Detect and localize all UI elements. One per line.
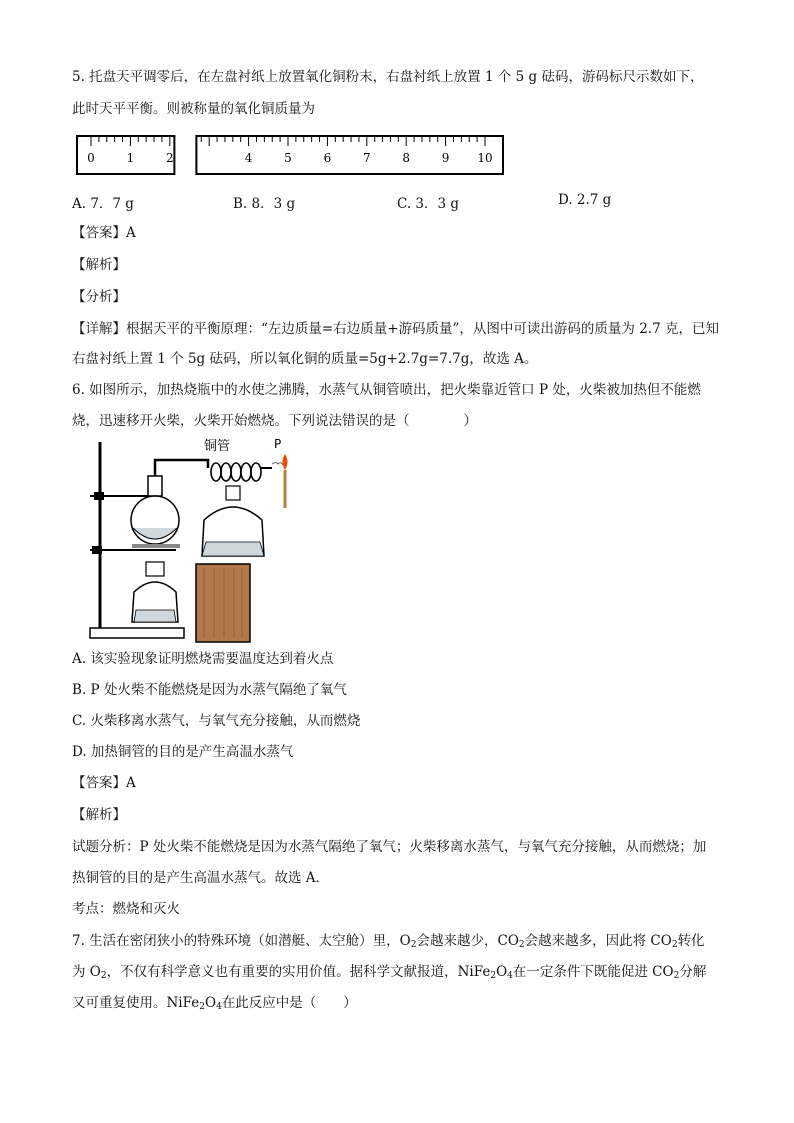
q7-stem-line1: 7. 生活在密闭狭小的特殊环境（如潜艇、太空舱）里，$O_2$会越来越少，$CO_2$会越来越多，因此将 $CO_2$转化 [72, 933, 705, 950]
rider-scale-ruler [76, 135, 504, 175]
ruler-tick-label: 9 [441, 151, 450, 165]
lamp2-fuel [202, 542, 264, 556]
q5-fenxi: 【分析】 [72, 289, 126, 305]
ring-knob [92, 546, 102, 554]
q6-jiexi: 【解析】 [72, 807, 126, 823]
ruler-tick-label: 1 [126, 151, 135, 165]
match-flame-icon [283, 454, 288, 470]
q5-options [72, 192, 632, 212]
q5-stem-line2: 此时天平平衡。则被称量的氧化铜质量为 [72, 101, 315, 117]
ruler-tick-label: 10 [477, 151, 493, 165]
q5-detail-line1: 【详解】根据天平的平衡原理：“左边质量=右边质量+游码质量”，从图中可读出游码的质量为 2.7 克，已知 [72, 321, 719, 337]
steam-puff [272, 463, 283, 466]
lamp1-wick-holder [146, 562, 164, 576]
q6-option-a[interactable]: A. 该实验现象证明燃烧需要温度达到着火点 [72, 651, 334, 667]
flask-neck [148, 476, 162, 496]
apparatus-figure [76, 432, 306, 644]
q5-jiexi: 【解析】 [72, 257, 126, 273]
q5-stem-line1: 5. 托盘天平调零后，在左盘衬纸上放置氧化铜粉末，右盘衬纸上放置 1 个 5 g 砝码，游码标尺示数如下， [72, 69, 704, 85]
ruler-tick-label: 6 [323, 151, 332, 165]
lamp1-fuel [134, 610, 176, 622]
q6-option-b[interactable]: B. P 处火柴不能燃烧是因为水蒸气隔绝了氧气 [72, 682, 347, 698]
ruler-rider [174, 135, 196, 175]
q5-option-a[interactable]: A. 7．7 g [72, 196, 134, 212]
q5-answer: 【答案】A [72, 225, 136, 241]
q5-option-d[interactable]: D. 2.7 g [558, 192, 612, 208]
q6-analysis-line2: 热铜管的目的是产生高温水蒸气。故选 A． [72, 870, 330, 886]
q5-option-c[interactable]: C. 3．3 g [397, 196, 460, 212]
wire-gauze [132, 544, 180, 548]
ruler-tick-label: 7 [362, 151, 371, 165]
ruler-tick-label: 4 [244, 151, 253, 165]
ruler-tick-label: 5 [284, 151, 292, 165]
q6-stem-line1: 6. 如图所示，加热烧瓶中的水使之沸腾，水蒸气从铜管喷出，把火柴靠近管口 P 处，火柴被加热但不能燃 [72, 382, 701, 398]
ruler-tick-label: 0 [87, 151, 95, 165]
fig-label-p: P [274, 437, 282, 451]
ruler-tick-label: 8 [402, 151, 411, 165]
q6-answer: 【答案】A [72, 775, 136, 791]
glass-tube [155, 460, 208, 476]
fig-label-copper-tube: 铜管 [204, 439, 231, 454]
q5-option-b[interactable]: B. 8．3 g [233, 196, 296, 212]
clamp-knob [94, 492, 104, 500]
lamp2-wick-holder [226, 486, 240, 500]
copper-coil [211, 463, 261, 481]
q6-stem-line2: 烧，迅速移开火柴，火柴开始燃烧。下列说法错误的是（ ） [72, 413, 477, 429]
q6-kaodian: 考点：燃烧和灭火 [72, 901, 180, 917]
q5-detail-line2: 右盘衬纸上置 1 个 5g 砝码，所以氧化铜的质量=5g+2.7g=7.7g，故选 A。 [72, 351, 538, 367]
stand-base [90, 628, 184, 638]
q6-option-c[interactable]: C. 火柴移离水蒸气，与氧气充分接触，从而燃烧 [72, 713, 361, 729]
q6-option-d[interactable]: D. 加热铜管的目的是产生高温水蒸气 [72, 744, 294, 760]
ruler-tick-label: 2 [165, 151, 174, 165]
q7-stem-line2: 为 $O_2$，不仅有科学意义也有重要的实用价值。据科学文献报道，$NiFe_2O_4$在一定条件下既能促进 $CO_2$分解 [72, 964, 707, 981]
q6-analysis-line1: 试题分析：P 处火柴不能燃烧是因为水蒸气隔绝了氧气；火柴移离水蒸气，与氧气充分接触，从而燃烧；加 [72, 839, 707, 855]
q7-stem-line3: 又可重复使用。$NiFe_2O_4$在此反应中是（ ） [72, 995, 357, 1012]
